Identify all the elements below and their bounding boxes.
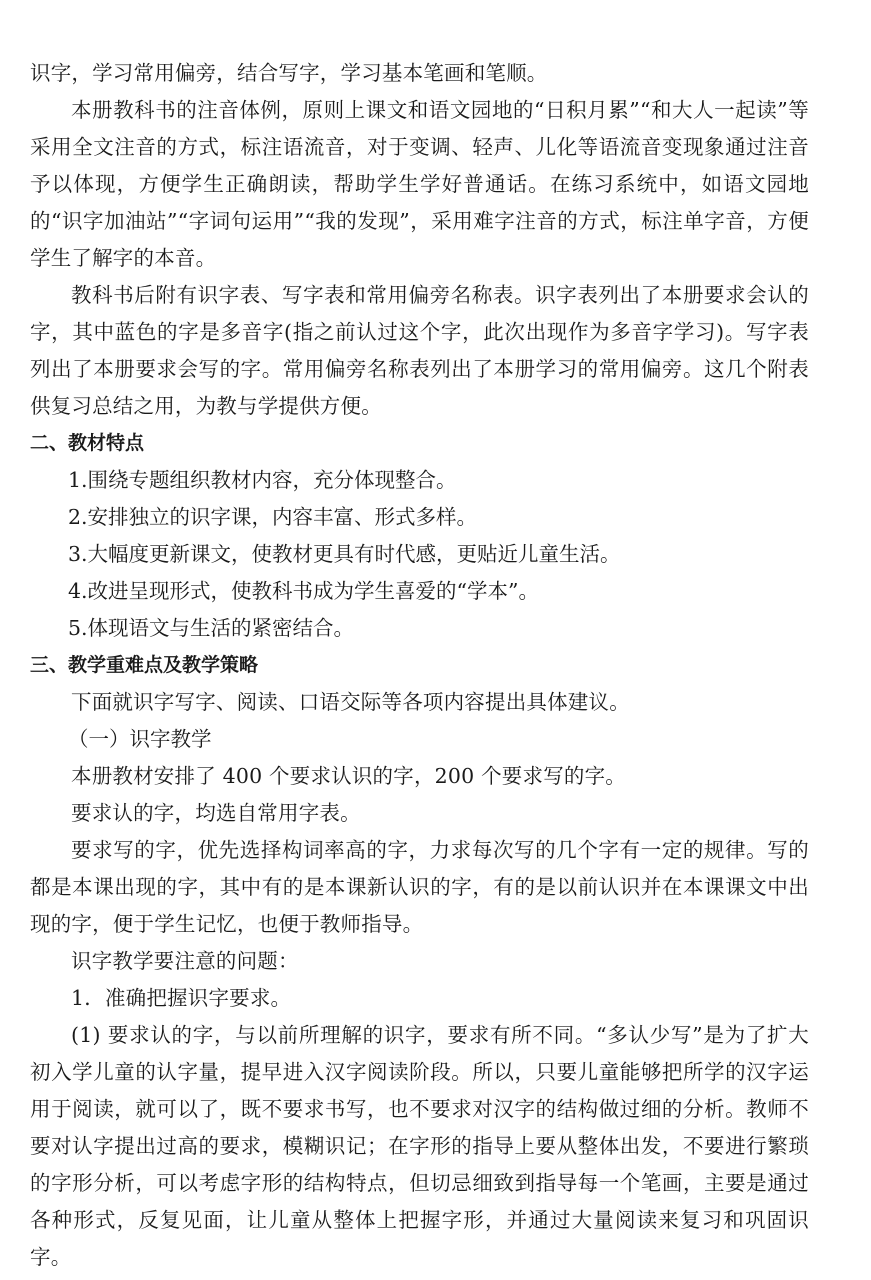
- paragraph-continued: 识字，学习常用偏旁，结合写字，学习基本笔画和笔顺。: [30, 61, 548, 85]
- paragraph-point-1: 1．准确把握识字要求。: [71, 986, 292, 1010]
- paragraph-notes-intro: 识字教学要注意的问题：: [71, 949, 299, 973]
- feature-item: 3.大幅度更新课文，使教材更具有时代感，更贴近儿童生活。: [68, 542, 621, 566]
- paragraph-recognize-chars: 要求认的字，均选自常用字表。: [71, 801, 361, 825]
- feature-item: 1.围绕专题组织教材内容，充分体现整合。: [68, 468, 457, 492]
- paragraph-phonetic-notation: 本册教科书的注音体例，原则上课文和语文园地的“日积月累”“和大人一起读”等采用全文注音的方式，标注语流音，对于变调、轻声、儿化等语流音变现象通过注音予以体现，方便学生正确朗读，帮助学生学好普通话。在练习系统中，如语文园地的“识字加油站”“字词句运用”“我的发现”，采用难字注音的方式，标注单字音，方便学生了解字的本音。: [30, 98, 809, 270]
- feature-item: 5.体现语文与生活的紧密结合。: [68, 616, 355, 640]
- section-heading-strategies: 三、教学重难点及教学策略: [30, 654, 259, 676]
- paragraph-intro: 下面就识字写字、阅读、口语交际等各项内容提出具体建议。: [71, 690, 630, 714]
- paragraph-character-counts: 本册教材安排了 400 个要求认识的字，200 个要求写的字。: [71, 764, 627, 788]
- paragraph-write-chars: 要求写的字，优先选择构词率高的字，力求每次写的几个字有一定的规律。写的都是本课出现的字，其中有的是本课新认识的字，有的是以前认识并在本课课文中出现的字，便于学生记忆，也便于教师指导。: [30, 838, 809, 936]
- paragraph-point-1-1: (1) 要求认的字，与以前所理解的识字，要求有所不同。“多认少写”是为了扩大初入学儿童的认字量，提早进入汉字阅读阶段。所以，只要儿童能够把所学的汉字运用于阅读，就可以了，既不要求书写，也不要求对汉字的结构做过细的分析。教师不要对认字提出过高的要求，模糊识记；在字形的指导上要从整体出发，不要进行繁琐的字形分析，可以考虑字形的结构特点，但切忌细致到指导每一个笔画，主要是通过各种形式，反复见面，让儿童从整体上把握字形，并通过大量阅读来复习和巩固识字。: [30, 1023, 809, 1269]
- subsection-heading-literacy: （一）识字教学: [68, 727, 212, 751]
- section-heading-features: 二、教材特点: [30, 432, 145, 454]
- paragraph-appendix-tables: 教科书后附有识字表、写字表和常用偏旁名称表。识字表列出了本册要求会认的字，其中蓝色的字是多音字(指之前认过这个字，此次出现作为多音字学习)。写字表列出了本册要求会写的字。常用偏旁名称表列出了本册学习的常用偏旁。这几个附表供复习总结之用，为教与学提供方便。: [30, 283, 809, 418]
- feature-item: 4.改进呈现形式，使教科书成为学生喜爱的“学本”。: [68, 579, 540, 603]
- feature-item: 2.安排独立的识字课，内容丰富、形式多样。: [68, 505, 478, 529]
